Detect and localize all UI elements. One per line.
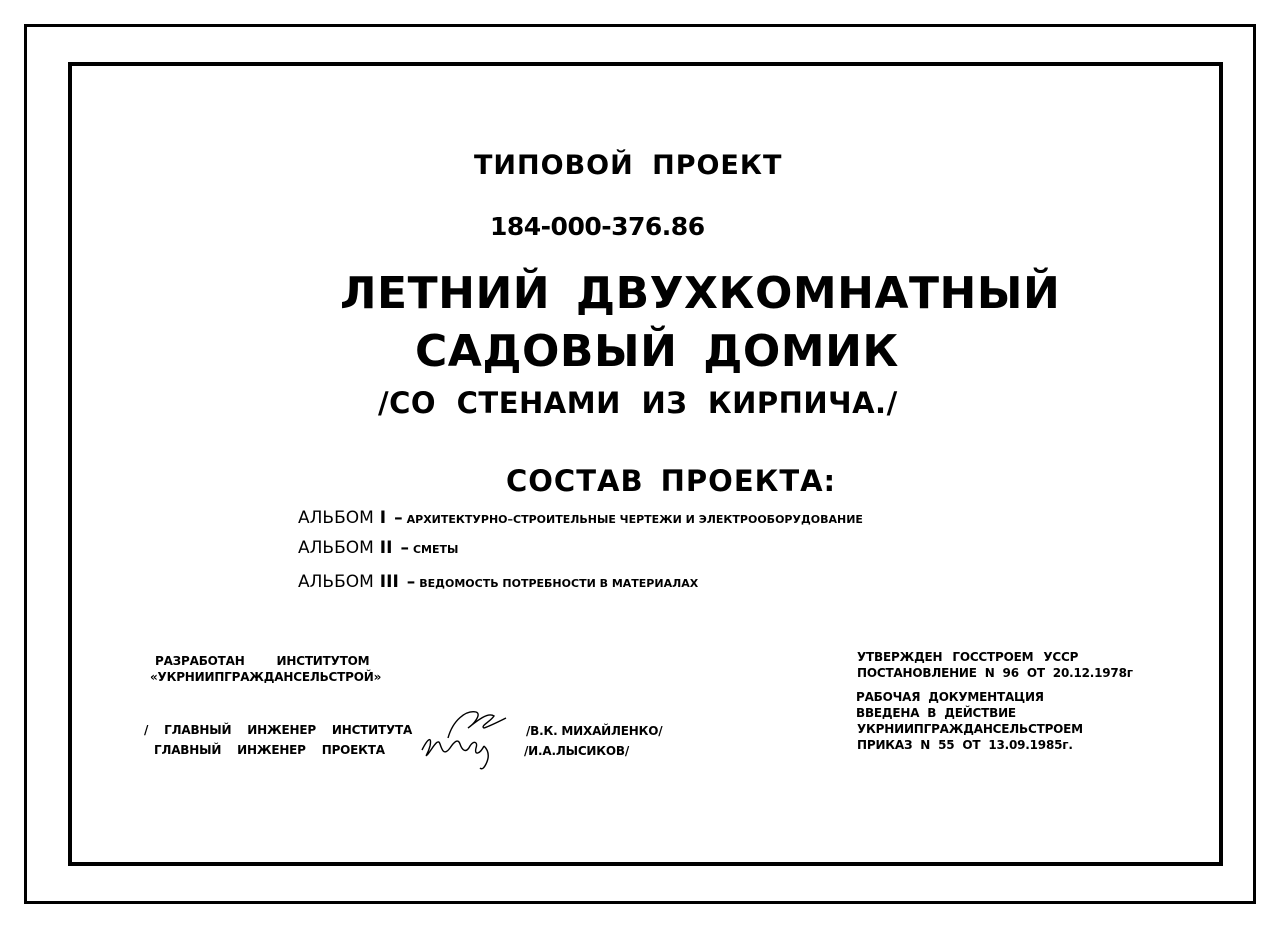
approval-line-6: ПРИКАЗ N 55 ОТ 13.09.1985г. bbox=[857, 738, 1073, 752]
chief-engineer-project-label: ГЛАВНЫЙ ИНЖЕНЕР ПРОЕКТА bbox=[154, 743, 385, 757]
album-number: I bbox=[379, 508, 387, 528]
heading: ТИПОВОЙ ПРОЕКТ bbox=[474, 150, 783, 181]
signature-image bbox=[418, 698, 508, 770]
album-description: ВЕДОМОСТЬ ПОТРЕБНОСТИ В МАТЕРИАЛАХ bbox=[419, 577, 699, 590]
composition-heading: СОСТАВ ПРОЕКТА: bbox=[506, 464, 837, 498]
album-dash: – bbox=[406, 572, 416, 592]
album-row bbox=[298, 508, 863, 528]
developer-institute: «УКРНИИПГРАЖДАНСЕЛЬСТРОЙ» bbox=[150, 670, 382, 684]
approval-line-3: РАБОЧАЯ ДОКУМЕНТАЦИЯ bbox=[856, 690, 1044, 704]
subtitle: /СО СТЕНАМИ ИЗ КИРПИЧА./ bbox=[378, 386, 898, 420]
album-name: АЛЬБОМ bbox=[298, 572, 374, 592]
album-name: АЛЬБОМ bbox=[298, 538, 374, 558]
title-line-1: ЛЕТНИЙ ДВУХКОМНАТНЫЙ bbox=[340, 268, 1061, 319]
album-row bbox=[298, 538, 458, 558]
title-line-2: САДОВЫЙ ДОМИК bbox=[415, 326, 899, 377]
approval-line-2: ПОСТАНОВЛЕНИЕ N 96 ОТ 20.12.1978г bbox=[857, 666, 1133, 680]
album-row bbox=[298, 572, 698, 592]
developer-line-1: РАЗРАБОТАН ИНСТИТУТОМ bbox=[155, 654, 370, 668]
album-number: III bbox=[379, 572, 399, 592]
signatory-name-1: /В.К. МИХАЙЛЕНКО/ bbox=[526, 724, 663, 738]
approval-line-5: УКРНИИПГРАЖДАНСЕЛЬСТРОЕМ bbox=[857, 722, 1083, 736]
chief-engineer-institute-label: / ГЛАВНЫЙ ИНЖЕНЕР ИНСТИТУТА bbox=[144, 723, 413, 737]
album-description: АРХИТЕКТУРНО–СТРОИТЕЛЬНЫЕ ЧЕРТЕЖИ И ЭЛЕКТРООБОРУДОВАНИЕ bbox=[406, 513, 863, 526]
approval-line-1: УТВЕРЖДЕН ГОССТРОЕМ УССР bbox=[857, 650, 1079, 664]
album-dash: – bbox=[400, 538, 409, 558]
album-name: АЛЬБОМ bbox=[298, 508, 374, 528]
project-code: 184-000-376.86 bbox=[490, 212, 705, 241]
album-description: СМЕТЫ bbox=[412, 543, 459, 556]
approval-line-4: ВВЕДЕНА В ДЕЙСТВИЕ bbox=[856, 706, 1016, 720]
signatory-name-2: /И.А.ЛЫСИКОВ/ bbox=[524, 744, 630, 758]
album-dash: – bbox=[394, 508, 403, 528]
album-number: II bbox=[379, 538, 393, 558]
